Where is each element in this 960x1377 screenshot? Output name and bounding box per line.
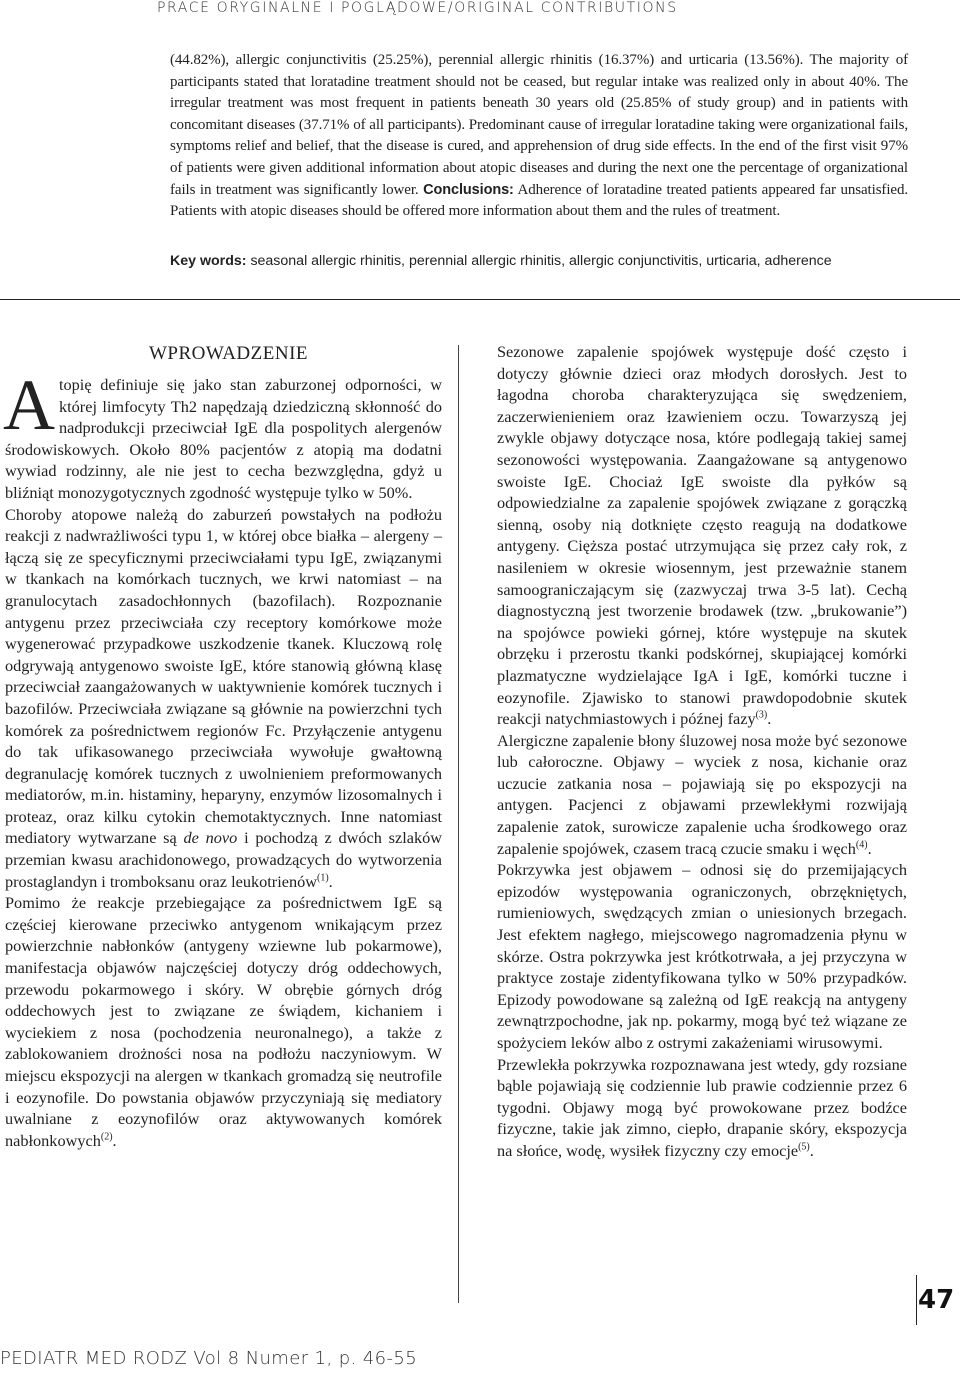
paragraph: Sezonowe zapalenie spojówek występuje dość często i dotyczy głównie dzieci oraz młodych dorosłych. Jest to łagodna choroba charakteryzująca się swędzeniem, zaczerwienieniem oraz łzawieniem oczu. Towarzyszą jej zwykle objawy dotyczące nosa, które podlegają takiej samej sezonowości występowania. Zaangażowane są antygenowo swoiste IgE. Chociaż IgE swoiste dla pyłków są odpowiedzialne za zapalenie spojówek związane z gorączką sienną, osoby nią dotknięte często reagują na dodatkowe antygeny. Cięższa postać utrzymująca się przez cały rok, z nasileniem w okresie wiosennym, jest przeważnie stanem samoograniczającym się (zazwyczaj trwa 3-5 lat). Cechą diagnostyczną jest tworzenie brodawek (tzw. „brukowanie”) na spojówce powieki górnej, które występuje na skutek obrzęku i przerostu tkanki podskórnej, skupiającej komórki plazmatyczne wydzielające IgA i IgE, komórki tuczne i eozynofile. Zjawisko to stanowi prawdopodobnie skutek reakcji natychmiastowych i późnej fazy$^{(3)}$. — [497, 342, 907, 729]
conclusions-text: Adherence of loratadine treated patients appeared far unsatisfied. Patients with atopic diseases should be offered more information about them and the rules of treatment. — [170, 181, 908, 220]
paragraph: Alergiczne zapalenie błony śluzowej nosa może być sezonowe lub całoroczne. Objawy – wyciek z nosa, kichanie oraz uczucie zatkania nosa – pojawiają się po ekspozycji na antygen. Pacjenci z objawami przewlekłymi rozwijają zapalenie zatok, surowicze zapalenie ucha środkowego oraz zapalenie spojówek, czasem tracą czucie smaku i węch$^{(4)}$. — [497, 730, 907, 858]
journal-footer: PEDIATR MED RODZ Vol 8 Numer 1, p. 46-55 — [0, 1348, 418, 1369]
abstract-results: (44.82%), allergic conjunctivitis (25.25%), perennial allergic rhinitis (16.37%) and urticaria (13.56%). The majority of participants stated that loratadine treatment should not be ceased, but regular intake was realized only in about 40%. The irregular treatment was most frequent in patients beneath 30 years old (25.85% of study group) and in patients with concomitant diseases (37.71% of all participants). Predominant cause of irregular loratadine taking were organizational fails, symptoms relief and belief, that the disease is cured, and apprehension of drug side effects. In the end of the first visit 97% of patients were given additional information about atopic diseases and during the next one the percentage of organizational fails in treatment was significantly lower. — [170, 52, 908, 198]
paragraph: Pomimo że reakcje przebiegające za pośrednictwem IgE są częściej kierowane przeciwko antygenom wnikającym przez powierzchnie nabłonków (antygeny wziewne lub pokarmowe), manifestacja objawów najczęściej dotyczy dróg oddechowych, przewodu pokarmowego i skóry. W obrębie górnych dróg oddechowych jest to związane ze świądem, kichaniem i wyciekiem z nosa (pochodzenia neuronalnego), a także z zablokowaniem drożności nosa na podłożu naczyniowym. W miejscu ekspozycji na alergen w tkankach gromadzą się neutrofile i eozynofile. Do powstania objawów przyczyniają się mediatory uwalniane z eozynofilów oraz aktywowanych komórek nabłonkowych$^{(2)}$. — [5, 893, 442, 1150]
reference-marker: (1) — [316, 872, 329, 884]
paragraph-text: i pochodzą z dwóch szlaków przemian kwasu arachidonowego, prowadzących do wytworzenia prostaglandyn i tromboksanu oraz leukotrienów — [5, 828, 442, 891]
paragraph-text: Alergiczne zapalenie błony śluzowej nosa może być sezonowe lub całoroczne. Objawy – wyciek z nosa, kichanie oraz uczucie zatkania nosa – pojawiają się po ekspozycji na antygen. Pacjenci z objawami przewlekłymi rozwijają zapalenie zatok, surowicze zapalenie ucha środkowego oraz zapalenie spojówek, czasem tracą czucie smaku i węch — [497, 730, 907, 858]
italic-term: de novo — [183, 828, 238, 848]
section-heading: WPROWADZENIE — [148, 343, 309, 364]
reference-marker: (4) — [855, 839, 868, 851]
running-header: PRACE ORYGINALNE I POGLĄDOWE/ORIGINAL CONTRIBUTIONS — [157, 0, 678, 16]
paragraph: Przewlekła pokrzywka rozpoznawana jest wtedy, gdy rozsiane bąble pojawiają się codziennie lub prawie codziennie przez 6 tygodni. Objawy mogą być prowokowane przez bodźce fizyczne, takie jak zimno, ciepło, drapanie skóry, ekspozycja na słońce, wodę, wysiłek fizyczny czy emocje$^{(5)}$. — [497, 1054, 907, 1160]
left-column — [5, 341, 442, 1151]
abstract — [170, 50, 908, 223]
keywords-label: Key words: — [170, 253, 247, 269]
page-number: 47 — [918, 1285, 955, 1315]
paragraph-text: topię definiuje się jako stan zaburzonej odporności, w której limfocyty Th2 napędzają dziedziczną skłonność do nadprodukcji przeciwciał IgE dla pospolitych alergenów środowiskowych. Około 80% pacjentów z atopią ma dodatni wywiad rodzinny, ale nie jest to cecha bezwzględna, gdyż u bliźniąt monozygotycznych zgodność występuje tylko w 50%. — [5, 375, 442, 502]
paragraph: Choroby atopowe należą do zaburzeń powstałych na podłożu reakcji z nadwrażliwości typu 1, w której obce białka – alergeny – łączą się ze specyficznymi przeciwciałami typu IgE, związanymi w tkankach na komórkach tucznych, we krwi natomiast – na granulocytach zasadochłonnych (bazofilach). Rozpoznanie antygenu przez przeciwciała czy receptory komórkowe może wygenerować przypadkowe uszkodzenie tkanek. Kluczową rolę odgrywają antygenowo swoiste IgE, które stanowią główną klasę przeciwciał zaangażowanych w uaktywnienie komórek tucznych i bazofilów. Przeciwciała związane są głównie na powierzchni tych komórek za pośrednictwem regionów Fc. Przyłączenie antygenu do tak ufikasowanego przeciwciała wywołuje gwałtowną degranulację komórek tucznych z uwolnieniem preformowanych mediatorów, m.in. histaminy, heparyny, enzymów lizosomalnych i proteaz, oraz kilku cytokin chemotaktycznych. Inne natomiast mediatory wytwarzane są de novo i pochodzą z dwóch szlaków przemian kwasu arachidonowego, prowadzących do wytworzenia prostaglandyn i tromboksanu oraz leukotrienów$^{(1)}$. — [5, 504, 442, 891]
reference-marker: (5) — [798, 1141, 810, 1153]
column-divider — [458, 345, 459, 1303]
section-divider — [0, 299, 960, 300]
keywords — [170, 250, 930, 272]
paragraph: Pokrzywka jest objawem – odnosi się do przemijających epizodów występowania ograniczonych, obrzękniętych, rumieniowych, swędzących zmian o uniesionych brzegach. Jest efektem nagłego, miejscowego nagromadzenia płynu w skórze. Ostra pokrzywka jest krótkotrwała, a jej przyczyna w praktyce zostaje zidentyfikowana tylko w 50% przypadków. Epizody powodowane są zależną od IgE reakcją na antygeny zewnątrzpochodne, jak np. pokarmy, mogą być też wiązane ze spożyciem leków albo z ostrymi zakażeniami wirusowymi. — [497, 860, 907, 1052]
drop-cap: A — [3, 365, 55, 445]
reference-marker: (2) — [100, 1131, 113, 1143]
paragraph — [3, 365, 442, 504]
paragraph-text: Przewlekła pokrzywka rozpoznawana jest wtedy, gdy rozsiane bąble pojawiają się codziennie lub prawie codziennie przez 6 tygodni. Objawy mogą być prowokowane przez bodźce fizyczne, takie jak zimno, ciepło, drapanie skóry, ekspozycja na słońce, wodę, wysiłek fizyczny czy emocje — [497, 1054, 907, 1160]
keywords-text: seasonal allergic rhinitis, perennial allergic rhinitis, allergic conjunctivitis, urticaria, adherence — [250, 253, 832, 269]
paragraph-text: Choroby atopowe należą do zaburzeń powstałych na podłożu reakcji z nadwrażliwości typu 1, w której obce białka – alergeny – łączą się ze specyficznymi przeciwciałami typu IgE, związanymi w tkankach na komórkach tucznych, we krwi natomiast – na granulocytach zasadochłonnych (bazofilach). Rozpoznanie antygenu przez przeciwciała czy receptory komórkowe może wygenerować przypadkowe uszkodzenie tkanek. Kluczową rolę odgrywają antygenowo swoiste IgE, które stanowią główną klasę przeciwciał zaangażowanych w uaktywnienie komórek tucznych i bazofilów. Przeciwciała związane są głównie na powierzchni tych komórek za pośrednictwem regionów Fc. Przyłączenie antygenu do tak ufikasowanego przeciwciała wywołuje gwałtowną degranulację komórek tucznych z uwolnieniem preformowanych mediatorów, m.in. histaminy, heparyny, enzymów lizosomalnych i proteaz, oraz kilku cytokin chemotaktycznych. Inne natomiast mediatory wytwarzane są — [5, 504, 442, 848]
page-number-rule — [916, 1275, 917, 1325]
right-column — [497, 341, 907, 1162]
paragraph-text: Pomimo że reakcje przebiegające za pośrednictwem IgE są częściej kierowane przeciwko antygenom wnikającym przez powierzchnie nabłonków (antygeny wziewne lub pokarmowe), manifestacja objawów najczęściej dotyczy dróg oddechowych, przewodu pokarmowego i skóry. W obrębie górnych dróg oddechowych jest to związane ze świądem, kichaniem i wyciekiem z nosa (pochodzenia neuronalnego), a także z zablokowaniem drożności nosa na podłożu naczyniowym. W miejscu ekspozycji na alergen w tkankach gromadzą się neutrofile i eozynofile. Do powstania objawów przyczyniają się mediatory uwalniane z eozynofilów oraz aktywowanych komórek nabłonkowych — [5, 893, 442, 1150]
reference-marker: (3) — [755, 709, 768, 721]
conclusions-label: Conclusions: — [423, 181, 514, 198]
paragraph-text: Sezonowe zapalenie spojówek występuje dość często i dotyczy głównie dzieci oraz młodych dorosłych. Jest to łagodna choroba charakteryzująca się swędzeniem, zaczerwienieniem oraz łzawieniem oczu. Towarzyszą jej zwykle objawy dotyczące nosa, które podlegają takiej samej sezonowości występowania. Zaangażowane są antygenowo swoiste IgE. Chociaż IgE swoiste dla pyłków są odpowiedzialne za zapalenie spojówek związane z gorączką sienną, osoby nią dotknięte często reagują na dodatkowe antygeny. Cięższa postać utrzymująca się przez cały rok, z nasileniem w okresie wiosennym, jest przeważnie stanem samoograniczającym się (zazwyczaj trwa 3-5 lat). Cechą diagnostyczną jest tworzenie brodawek (tzw. „brukowanie”) na spojówce powieki górnej, które występuje na skutek obrzęku i przerostu tkanki podskórnej, skupiającej komórki plazmatyczne wydzielające IgA i IgE, komórki tuczne i eozynofile. Zjawisko to stanowi prawdopodobnie skutek reakcji natychmiastowych i późnej fazy — [497, 342, 907, 729]
